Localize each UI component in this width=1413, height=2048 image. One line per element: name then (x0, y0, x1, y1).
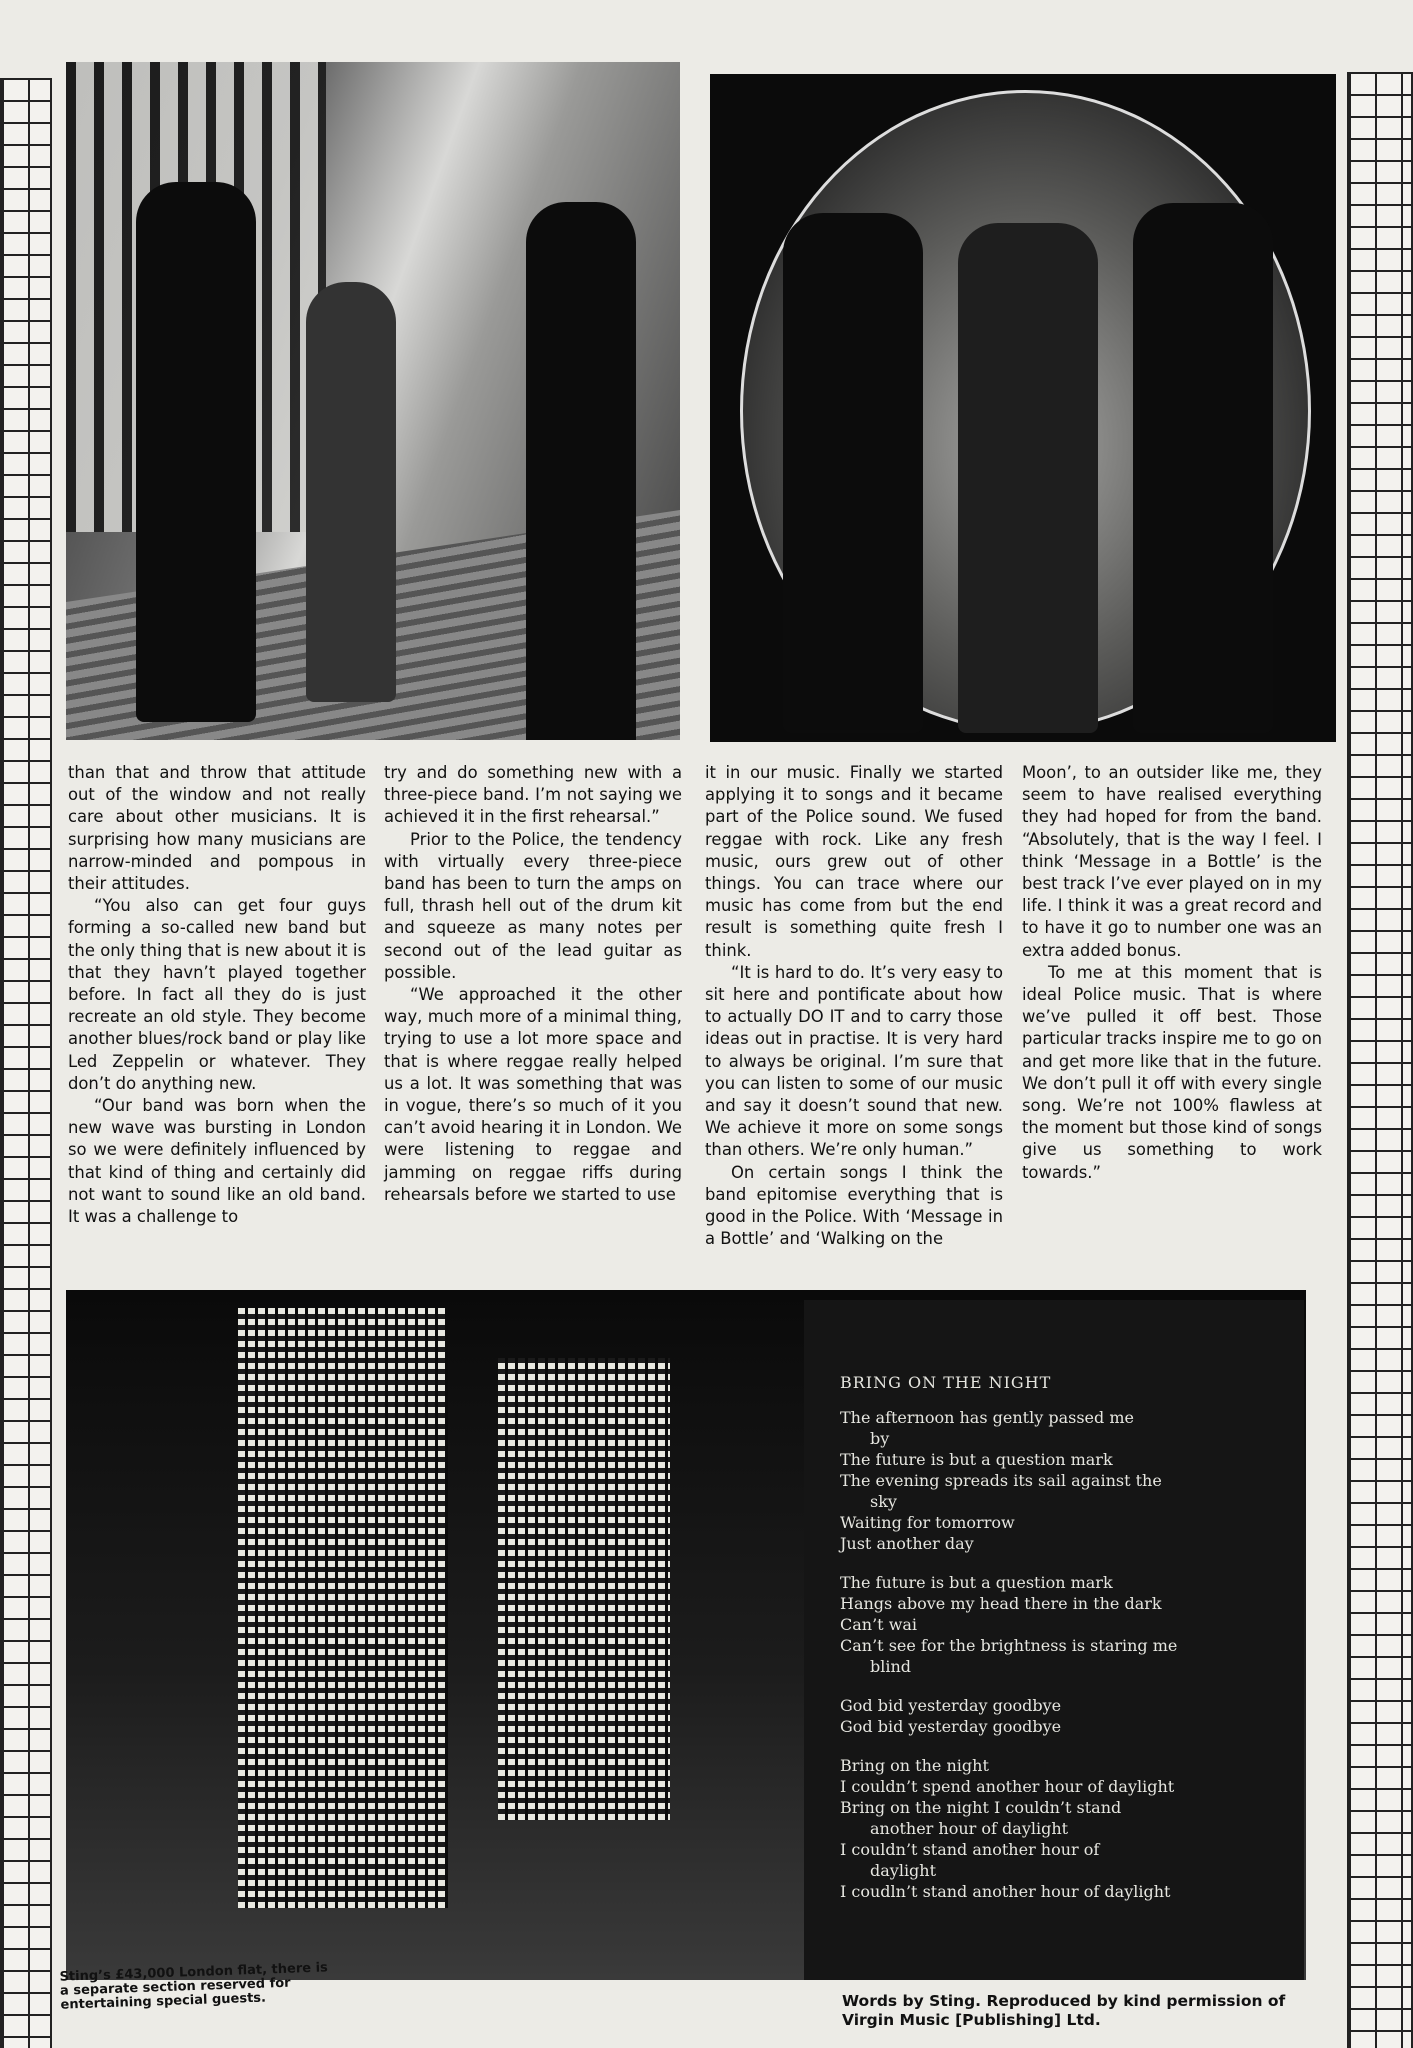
article-column-2 (384, 762, 682, 1206)
lyric-line: Bring on the night I couldn’t stand (840, 1798, 1122, 1817)
lyrics-stanza (840, 1755, 1260, 1902)
lyric-line: God bid yesterday goodbye (840, 1717, 1062, 1736)
photo-band-street (66, 62, 680, 740)
paragraph: “You also can get four guys forming a so-called new band but the only thing that is new about it is that they havn’t played together before. In fact all they do is just recreate an old style. They become another blues/rock band or play like Led Zeppelin or whatever. They don’t do anything new. (68, 896, 366, 1093)
band-member-figure (306, 282, 396, 702)
band-member-figure (526, 202, 636, 740)
paragraph: it in our music. Finally we started applying it to songs and it became part of the Police sound. We fused reggae with rock. Like any fresh music, ours grew out of other things. You can trace where our music has come from but the end result is something quite fresh I think. (705, 763, 1003, 960)
band-member-figure (783, 213, 923, 733)
lyric-line: Just another day (840, 1534, 974, 1553)
lyric-line: Can’t see for the brightness is staring me (840, 1636, 1178, 1655)
photo-caption: Sting’s £43,000 London flat, there is a separate section reserved for entertaining special guests. (59, 1960, 329, 2013)
paragraph: Prior to the Police, the tendency with virtually every three-piece band has been to turn the amps on full, thrash hell out of the drum kit and squeeze as many notes per second out of the lead guitar as possible. (384, 829, 682, 982)
lyrics-title: BRING ON THE NIGHT (840, 1373, 1052, 1392)
lyric-line: I coudln’t stand another hour of daylight (840, 1882, 1171, 1901)
lyric-line: another hour of daylight (870, 1819, 1069, 1838)
lyric-line: sky (870, 1492, 897, 1511)
lyric-line: Bring on the night (840, 1756, 989, 1775)
band-member-figure (958, 223, 1098, 733)
lyric-line: I couldn’t stand another hour of (840, 1840, 1100, 1859)
lyrics-block (840, 1372, 1260, 1920)
lyrics-stanza (840, 1407, 1260, 1554)
paragraph: than that and throw that attitude out of the window and not really care about other musicians. It is surprising how many musicians are narrow-minded and pompous in their attitudes. (68, 763, 366, 894)
band-member-figure (1133, 203, 1273, 733)
lyric-line: God bid yesterday goodbye (840, 1696, 1062, 1715)
paragraph: “Our band was born when the new wave was bursting in London so we were definitely influenced by that kind of thing and certainly did not want to sound like an old band. It was a challenge to (68, 1096, 366, 1227)
lyric-line: Waiting for tomorrow (840, 1513, 1015, 1532)
lyric-line: daylight (870, 1861, 937, 1880)
photo-band-oval-portrait (710, 74, 1336, 742)
lyrics-credit: Words by Sting. Reproduced by kind permission of Virgin Music [Publishing] Ltd. (842, 1992, 1286, 2029)
paragraph: Moon’, to an outsider like me, they seem to have realised everything they had hoped for from the band. “Absolutely, that is the way I feel. I think ‘Message in a Bottle’ is the best track I’ve ever played on in my life. I think it was a great record and to have it go to number one was an extra added bonus. (1022, 763, 1322, 960)
lyric-line: Can’t wai (840, 1615, 918, 1634)
lit-tower-block (498, 1358, 670, 1820)
lyric-line: blind (870, 1657, 912, 1676)
brick-border-right (1347, 72, 1413, 2048)
brick-border-left (0, 78, 52, 2048)
lyrics-stanza (840, 1572, 1260, 1677)
lyric-line: by (870, 1429, 890, 1448)
lyrics-stanza (840, 1695, 1260, 1737)
lyric-line: Hangs above my head there in the dark (840, 1594, 1162, 1613)
paragraph: “It is hard to do. It’s very easy to sit here and pontificate about how to actually DO IT and to carry those ideas out in practise. It is very hard to always be original. I’m sure that you can listen to some of our music and say it doesn’t sound that new. We achieve it more on some songs than others. We’re only human.” (705, 962, 1003, 1160)
article-column-3 (705, 762, 1003, 1250)
article-column-1 (68, 762, 366, 1228)
paragraph: try and do something new with a three-piece band. I’m not saying we achieved it in the first rehearsal.” (384, 763, 682, 827)
band-member-figure (136, 182, 256, 722)
lit-tower-block (238, 1308, 448, 1908)
oval-frame (740, 90, 1311, 732)
paragraph: To me at this moment that is ideal Police music. That is where we’ve pulled it off best. Those particular tracks inspire me to go on and get more like that in the future. We don’t pull it off with every single song. We’re not 100% flawless at the moment but those kind of songs give us something to work towards.” (1022, 962, 1322, 1182)
lyric-line: The future is but a question mark (840, 1573, 1113, 1592)
lyric-line: The future is but a question mark (840, 1450, 1113, 1469)
paragraph: “We approached it the other way, much more of a minimal thing, trying to use a lot more space and that is where reggae really helped us a lot. It was something that was in vogue, there’s so much of it you can’t avoid hearing it in London. We were listening to reggae and jamming on reggae riffs during rehearsals before we started to use (384, 985, 682, 1204)
paragraph: On certain songs I think the band epitomise everything that is good in the Police. With ‘Message in a Bottle’ and ‘Walking on the (705, 1162, 1003, 1249)
lyric-line: The afternoon has gently passed me (840, 1408, 1134, 1427)
lyric-line: I couldn’t spend another hour of daylight (840, 1777, 1175, 1796)
lyric-line: The evening spreads its sail against the (840, 1471, 1162, 1490)
article-column-4 (1022, 762, 1322, 1184)
